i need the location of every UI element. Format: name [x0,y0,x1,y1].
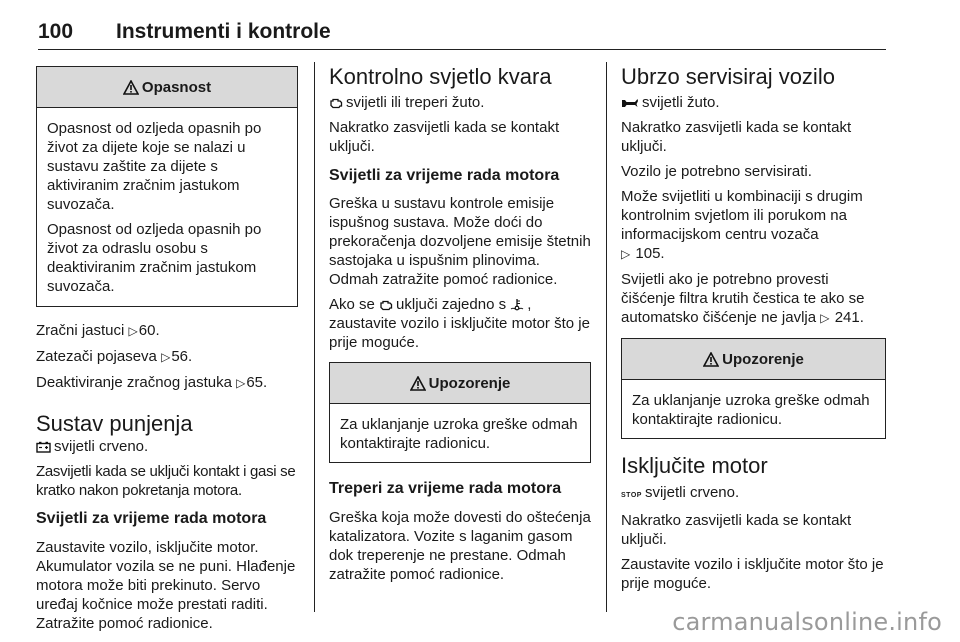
warning-box-col2 [329,362,591,463]
malfunction-icon-line: svijetli ili treperi žuto. [329,93,591,112]
malfunction-sub2-para: Greška koja može dovesti do oštećenja katalizatora. Vozite s laganim gasom dok treperenje ne prestane. Odmah zatražite pomoć radionice. [329,509,591,583]
coolant-temperature-icon [510,298,524,311]
charging-subtitle: Svijetli za vrijeme rada motora [36,510,267,527]
page-header [38,18,886,52]
engine-check-icon [379,299,393,311]
service-para4: Svijetli ako je potrebno provesti čišćenje filtra krutih čestica te ako se automatsko čišćenje ne javlja ▷ 241. [621,271,865,326]
malfunction-sub2-title: Treperi za vrijeme rada motora [329,480,562,497]
malfunction-sub1-para: Greška u sustavu kontrole emisije ispušnog sustava. Može doći do prekoračenja dozvoljene emisije štetnih sastojaka u ispušnim plinovima. Odmah zatražite pomoć radionice. [329,195,591,288]
service-para2: Vozilo je potrebno servisirati. [621,163,812,180]
column-2 [329,62,591,584]
chapter-title: Instrumenti i kontrole [116,20,331,43]
warning-box-text: Za uklanjanje uzroka greške odmah kontaktirajte radionicu. [340,416,578,452]
warning-box-header [622,339,885,380]
page-ref-arrow-icon: ▷ [820,311,830,325]
page-ref-arrow-icon: ▷ [621,247,631,261]
column-3 [621,62,886,593]
charging-sub-para: Zaustavite vozilo, isključite motor. Akumulator vozila se ne puni. Hlađenje motora može biti prekinuto. Servo uređaj kočnice može prestati raditi. Zatražite pomoć radionice. [36,539,296,632]
malfunction-para: Nakratko zasvijetli kada se kontakt uključi. [329,119,560,155]
service-title: Ubrzo servisiraj vozilo [621,64,835,89]
malfunction-title: Kontrolno svjetlo kvara [329,64,552,89]
ref-pretensioners: Zatezači pojaseva ▷56. [36,348,193,365]
engine-off-icon-line: STOP svijetli crveno. [621,484,740,501]
danger-box [36,66,298,307]
column-divider-1 [314,62,315,612]
service-para3: Može svijetliti u kombinaciji s drugim kontrolnim svjetlom ili porukom na informacijskom centru vozača ▷ 105. [621,188,863,262]
ref-airbag-deactivation: Deaktiviranje zračnog jastuka ▷65. [36,374,268,391]
malfunction-para2: Ako se uključi zajedno s , zaustavite vozilo i isključite motor što je prije moguće. [329,296,590,351]
column-1 [36,62,298,633]
charging-title: Sustav punjenja [36,411,193,436]
engine-off-para2: Zaustavite vozilo i isključite motor što je prije moguće. [621,556,884,592]
warning-triangle-icon [410,376,426,391]
page-ref-arrow-icon: ▷ [161,350,171,364]
danger-box-title: Opasnost [141,78,212,96]
danger-para-2: Opasnost od ozljeda opasnih po život za odraslu osobu s deaktiviranim zračnim jastukom suvozača. [47,221,262,295]
wrench-icon [621,97,639,109]
charging-para: Zasvijetli kada se uključi kontakt i gasi se kratko nakon pokretanja motora. [36,463,296,499]
engine-check-icon [329,97,343,109]
column-divider-2 [606,62,607,612]
warning-triangle-icon [703,352,719,367]
danger-para-1: Opasnost od ozljeda opasnih po život za dijete koje se nalazi u sustavu zaštite za dijete s aktiviranim zračnim jastukom suvozača. [47,120,262,213]
page-ref-arrow-icon: ▷ [236,376,246,390]
warning-box-text: Za uklanjanje uzroka greške odmah kontaktirajte radionicu. [632,392,870,428]
service-icon-line: svijetli žuto. [621,93,886,112]
page-ref-arrow-icon: ▷ [128,324,138,338]
warning-box-title: Upozorenje [428,374,511,392]
warning-box-col3 [621,338,886,439]
charging-icon-line: svijetli crveno. [36,437,298,456]
ref-airbags: Zračni jastuci ▷60. [36,322,160,339]
danger-box-header [37,67,297,108]
watermark: carmanualsonline.info [672,608,942,636]
header-divider [38,49,886,50]
page-number: 100 [38,20,74,43]
service-para1: Nakratko zasvijetli kada se kontakt uključi. [621,119,852,155]
engine-off-title: Isključite motor [621,453,768,478]
engine-off-para1: Nakratko zasvijetli kada se kontakt uključi. [621,512,852,548]
warning-box-header [330,363,590,404]
warning-box-title: Upozorenje [722,350,804,368]
battery-icon [36,441,51,453]
malfunction-sub1-title: Svijetli za vrijeme rada motora [329,167,560,184]
stop-icon: STOP [621,492,642,499]
warning-triangle-icon [123,80,139,95]
